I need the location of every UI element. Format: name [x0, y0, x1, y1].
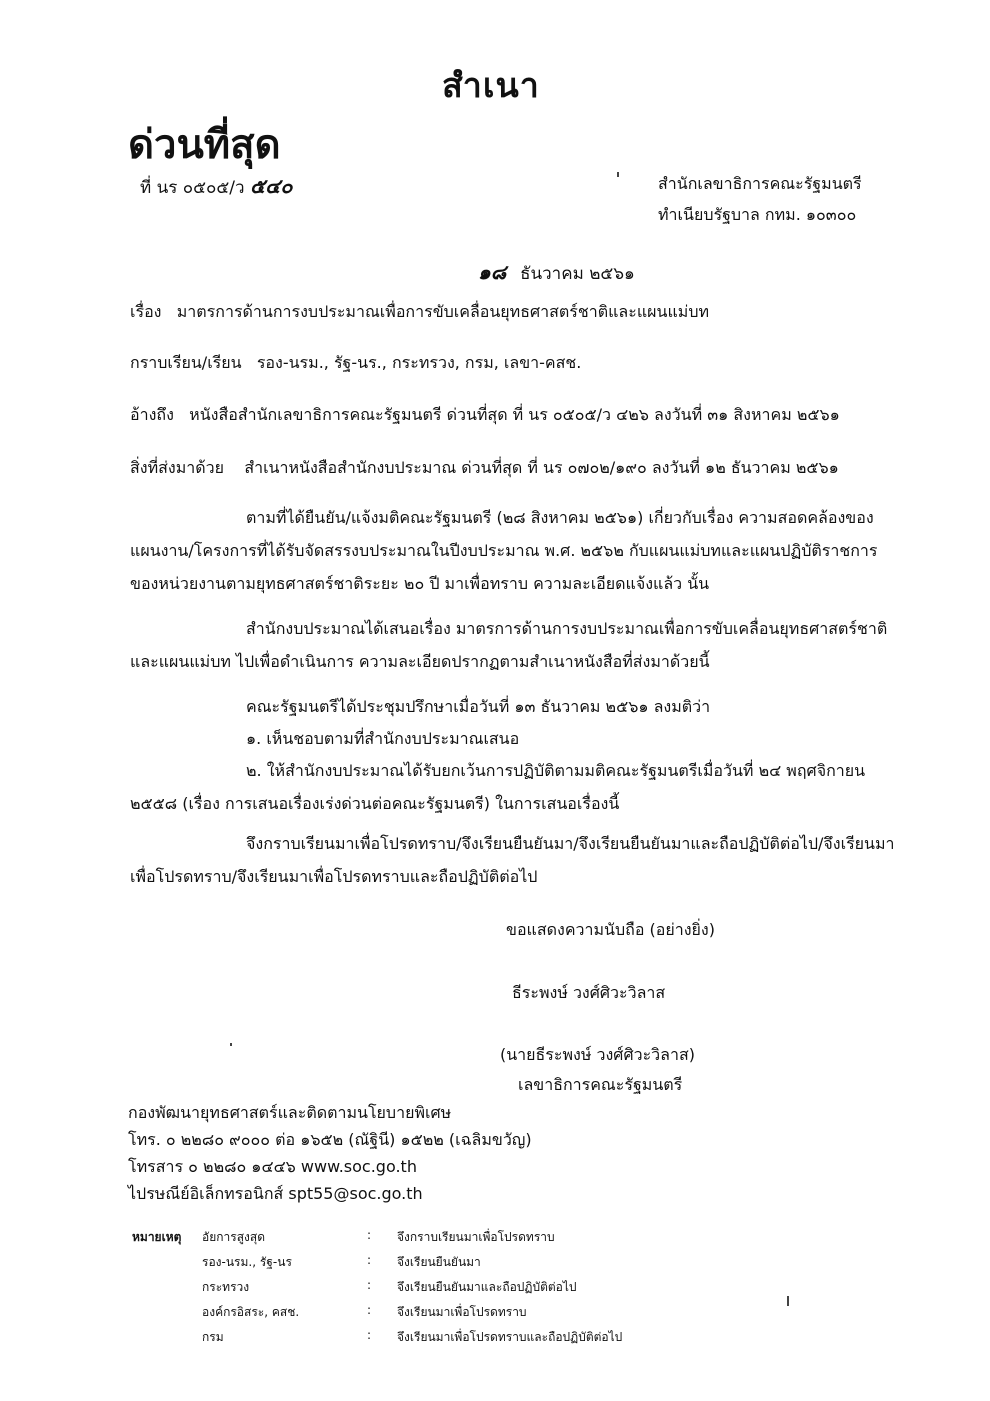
resolution-item-1-text: ๑. เห็นชอบตามที่สำนักงบประมาณเสนอ	[246, 729, 520, 748]
note-row	[132, 1253, 622, 1278]
body-paragraph-2	[130, 612, 900, 678]
note-label: หมายเหตุ	[132, 1230, 182, 1244]
enclosure-text: สำเนาหนังสือสำนักงบประมาณ ด่วนที่สุด ที่ นร ๐๗๐๒/๑๙๐ ลงวันที่ ๑๒ ธันวาคม ๒๕๖๑	[244, 458, 839, 477]
note-label	[132, 1253, 202, 1278]
signatory-full-name: (นายธีระพงษ์ วงศ์ศิวะวิลาส)	[500, 1045, 695, 1064]
note-separator: :	[367, 1278, 372, 1292]
office-address: ทำเนียบรัฐบาล กทม. ๑๐๓๐๐	[658, 205, 857, 224]
resolution-item-2	[130, 754, 900, 820]
enclosure-label: สิ่งที่ส่งมาด้วย	[130, 458, 224, 477]
subject-text: มาตรการด้านการงบประมาณเพื่อการขับเคลื่อนยุทธศาสตร์ชาติและแผนแม่บท	[176, 302, 710, 321]
document-number-prefix: ที่ นร ๐๕๐๕/ว	[140, 178, 245, 198]
subject-line	[130, 300, 709, 325]
body-paragraph-1	[130, 501, 900, 600]
document-number-handwritten: ๕๔๐	[249, 174, 293, 198]
contact-email: ไปรษณีย์อิเล็กทรอนิกส์ spt55@soc.go.th	[128, 1184, 423, 1203]
contact-phone: โทร. ๐ ๒๒๘๐ ๙๐๐๐ ต่อ ๑๖๕๒ (ณัฐินี) ๑๕๒๒ (เฉลิมขวัญ)	[128, 1130, 532, 1149]
urgency-label: ด่วนที่สุด	[128, 122, 281, 168]
distribution-note	[132, 1228, 622, 1353]
note-label	[132, 1303, 202, 1328]
note-recipient: รอง-นรม., รัฐ-นร	[202, 1255, 292, 1269]
note-row	[132, 1278, 622, 1303]
note-recipient: กรม	[202, 1330, 224, 1344]
note-action: จึงกราบเรียนมาเพื่อโปรดทราบ	[397, 1230, 555, 1244]
date-month-year: ธันวาคม ๒๕๖๑	[520, 264, 635, 284]
note-recipient: อัยการสูงสุด	[202, 1230, 265, 1244]
scan-speck	[787, 1296, 789, 1306]
note-row	[132, 1228, 622, 1253]
reference-label: อ้างถึง	[130, 405, 174, 424]
body-paragraph-4	[130, 827, 900, 893]
office-name: สำนักเลขาธิการคณะรัฐมนตรี	[658, 174, 862, 193]
date-day-handwritten: ๑๘	[478, 260, 507, 284]
closing-salutation: ขอแสดงความนับถือ (อย่างยิ่ง)	[506, 920, 715, 939]
recipient-text: รอง-นรม., รัฐ-นร., กระทรวง, กรม, เลขา-คสช.	[256, 353, 582, 372]
recipient-label: กราบเรียน/เรียน	[130, 353, 242, 372]
scan-speck	[617, 172, 619, 177]
reference-line	[130, 403, 840, 428]
body-paragraph-2-text: สำนักงบประมาณได้เสนอเรื่อง มาตรการด้านการงบประมาณเพื่อการขับเคลื่อนยุทธศาสตร์ชาติและแผนแม่บท ไปเพื่อดำเนินการ ความละเอียดปรากฏตามสำเนาหนังสือที่ส่งมาด้วยนี้	[130, 619, 888, 671]
note-label	[132, 1278, 202, 1303]
body-paragraph-4-text: จึงกราบเรียนมาเพื่อโปรดทราบ/จึงเรียนยืนยันมา/จึงเรียนยืนยันมาและถือปฏิบัติต่อไป/จึงเรียนมาเพื่อโปรดทราบ/จึงเรียนมาเพื่อโปรดทราบและถือปฏิบัติต่อไป	[130, 834, 895, 886]
note-separator: :	[367, 1328, 372, 1342]
document-date	[478, 256, 635, 288]
note-action: จึงเรียนยืนยันมา	[397, 1255, 481, 1269]
body-paragraph-3-text: คณะรัฐมนตรีได้ประชุมปรึกษาเมื่อวันที่ ๑๓ ธันวาคม ๒๕๖๑ ลงมติว่า	[246, 697, 711, 716]
document-number	[140, 170, 292, 202]
enclosure-line	[130, 456, 839, 481]
note-row	[132, 1303, 622, 1328]
signatory-position: เลขาธิการคณะรัฐมนตรี	[518, 1075, 683, 1094]
contact-division: กองพัฒนายุทธศาสตร์และติดตามนโยบายพิเศษ	[128, 1103, 452, 1122]
scan-speck	[230, 1043, 232, 1046]
reference-text: หนังสือสำนักเลขาธิการคณะรัฐมนตรี ด่วนที่สุด ที่ นร ๐๕๐๕/ว ๔๒๖ ลงวันที่ ๓๑ สิงหาคม ๒๕๖๑	[189, 405, 840, 424]
note-label	[132, 1328, 202, 1353]
resolution-item-2-text: ๒. ให้สำนักงบประมาณได้รับยกเว้นการปฏิบัติตามมติคณะรัฐมนตรีเมื่อวันที่ ๒๔ พฤศจิกายน ๒๕๕๘ (เรื่อง การเสนอเรื่องเร่งด่วนต่อคณะรัฐมนตรี) ในการเสนอเรื่องนี้	[130, 761, 866, 813]
note-separator: :	[367, 1303, 372, 1317]
note-action: จึงเรียนมาเพื่อโปรดทราบ	[397, 1305, 527, 1319]
note-separator: :	[367, 1253, 372, 1267]
recipient-line	[130, 351, 581, 376]
body-paragraph-1-text: ตามที่ได้ยืนยัน/แจ้งมติคณะรัฐมนตรี (๒๘ สิงหาคม ๒๕๖๑) เกี่ยวกับเรื่อง ความสอดคล้องของแผนงาน/โครงการที่ได้รับจัดสรรงบประมาณในปีงบประมาณ พ.ศ. ๒๕๖๒ กับแผนแม่บทและแผนปฏิบัติราชการของหน่วยงานตามยุทธศาสตร์ชาติระยะ ๒๐ ปี มาเพื่อทราบ ความละเอียดแจ้งแล้ว นั้น	[130, 508, 878, 593]
subject-label: เรื่อง	[130, 302, 162, 321]
note-action: จึงเรียนยืนยันมาและถือปฏิบัติต่อไป	[397, 1280, 577, 1294]
note-separator: :	[367, 1228, 372, 1242]
note-row	[132, 1328, 622, 1353]
copy-label: สำเนา	[442, 66, 540, 106]
note-recipient: องค์กรอิสระ, คสช.	[202, 1305, 300, 1319]
body-paragraph-3	[130, 690, 900, 723]
note-action: จึงเรียนมาเพื่อโปรดทราบและถือปฏิบัติต่อไป	[397, 1330, 623, 1344]
contact-fax: โทรสาร ๐ ๒๒๘๐ ๑๔๔๖ www.soc.go.th	[128, 1157, 417, 1176]
signature: ธีระพงษ์ วงศ์ศิวะวิลาส	[512, 983, 666, 1002]
note-recipient: กระทรวง	[202, 1280, 250, 1294]
resolution-item-1	[130, 722, 900, 755]
